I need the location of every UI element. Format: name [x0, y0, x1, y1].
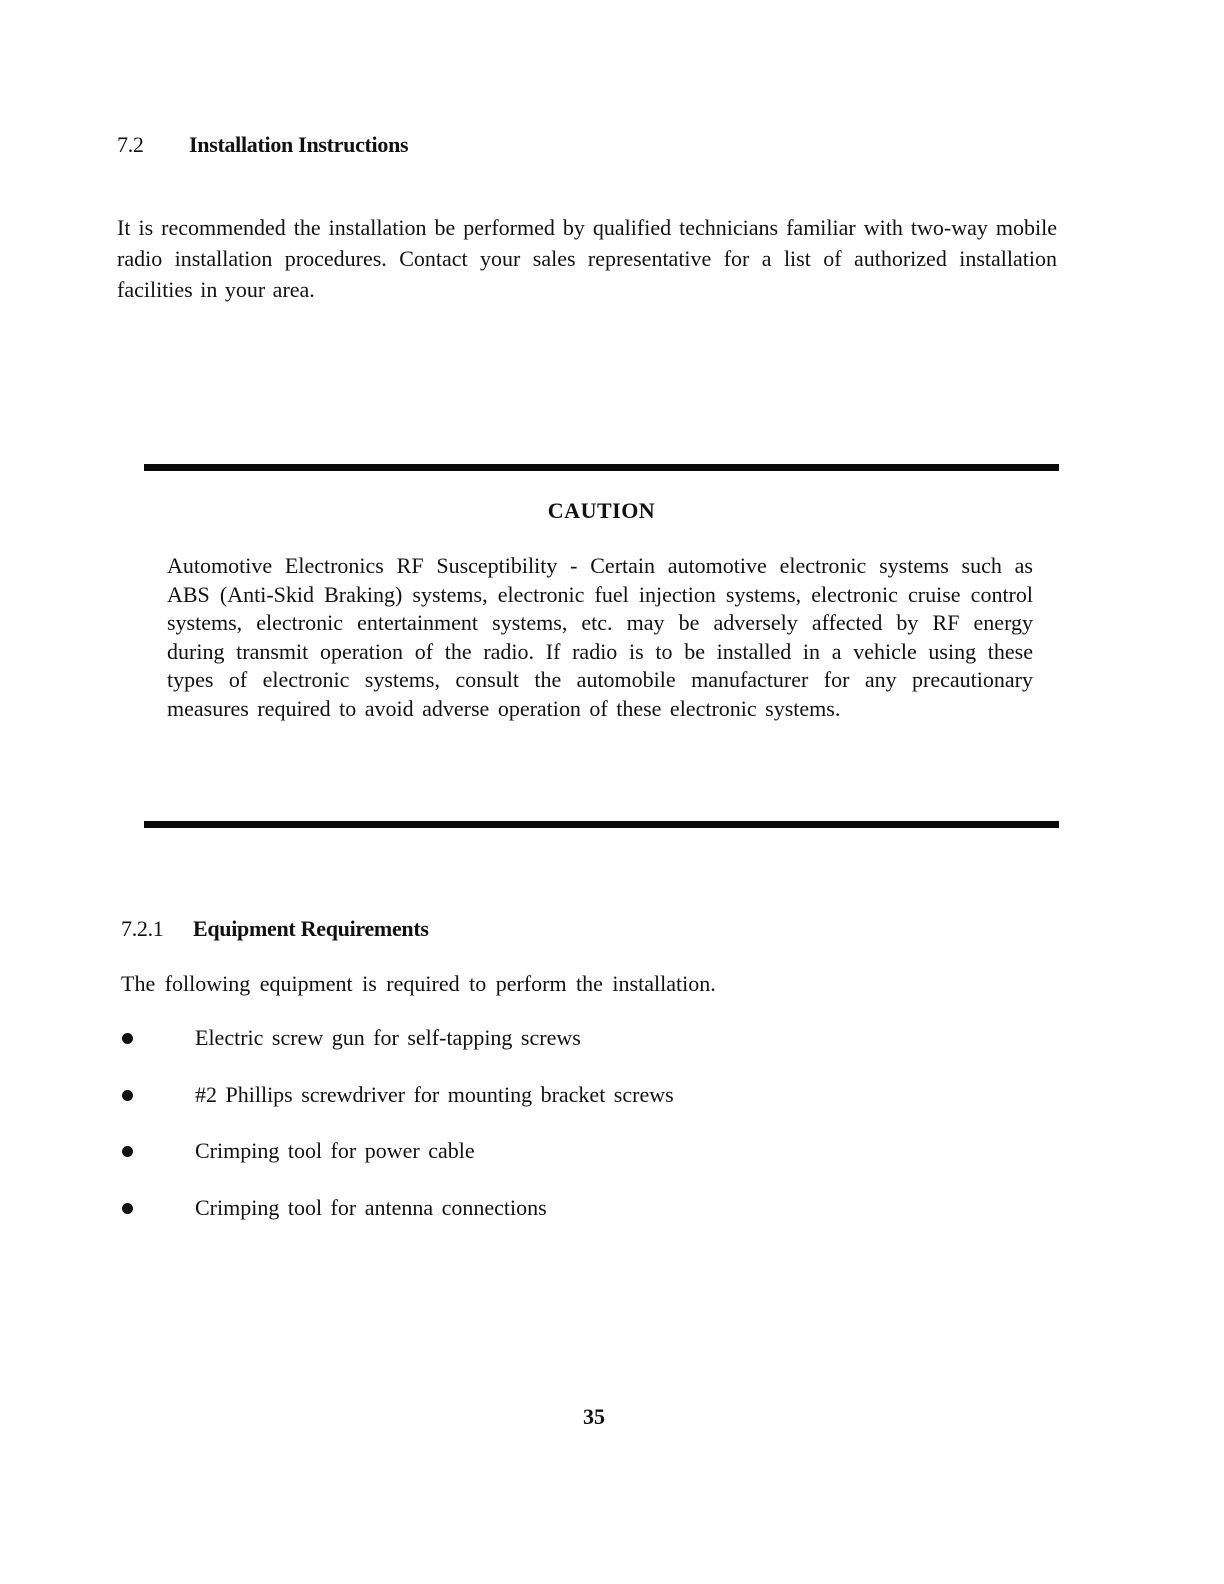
list-item-text: Crimping tool for antenna connections [195, 1194, 547, 1220]
list-item [118, 1135, 1018, 1192]
bullet-icon [122, 1090, 133, 1101]
subsection-number: 7.2.1 [121, 916, 164, 941]
caution-title: CAUTION [547, 498, 656, 523]
caution-box [144, 464, 1059, 828]
section-title: Installation Instructions [189, 132, 409, 157]
page-number: 35 [583, 1404, 605, 1429]
equipment-list [118, 1022, 1018, 1248]
bullet-icon [122, 1033, 133, 1044]
caution-top-rule [144, 464, 1059, 471]
bullet-icon [122, 1203, 133, 1214]
bullet-icon [122, 1146, 133, 1157]
list-item [118, 1022, 1018, 1079]
list-item-text: #2 Phillips screwdriver for mounting bracket screws [195, 1081, 674, 1107]
equipment-lead-paragraph: The following equipment is required to perform the installation. [121, 971, 716, 996]
subsection-title: Equipment Requirements [193, 916, 429, 941]
section-number: 7.2 [117, 132, 144, 157]
intro-paragraph: It is recommended the installation be performed by qualified technicians familiar with two-way mobile radio installation procedures. Contact your sales representative for a list of authorized installation facilities in your area. [117, 215, 1057, 302]
subsection-heading [121, 916, 429, 942]
list-item-text: Crimping tool for power cable [195, 1138, 475, 1163]
list-item [118, 1192, 1018, 1249]
list-item [118, 1079, 1018, 1136]
caution-bottom-rule [144, 821, 1059, 828]
caution-text: Automotive Electronics RF Susceptibility - Certain automotive electronic systems such as ABS (Anti-Skid Braking) systems, electronic fuel injection systems, electronic cruise control systems, electronic entertainment systems, etc. may be adversely affected by RF energy during transmit operation of the radio. If radio is to be installed in a vehicle using these types of electronic systems, consult the automobile manufacturer for any precautionary measures required to avoid adverse operation of these electronic systems. [167, 553, 1033, 721]
list-item-text: Electric screw gun for self-tapping screws [195, 1025, 581, 1050]
section-heading [117, 132, 408, 158]
